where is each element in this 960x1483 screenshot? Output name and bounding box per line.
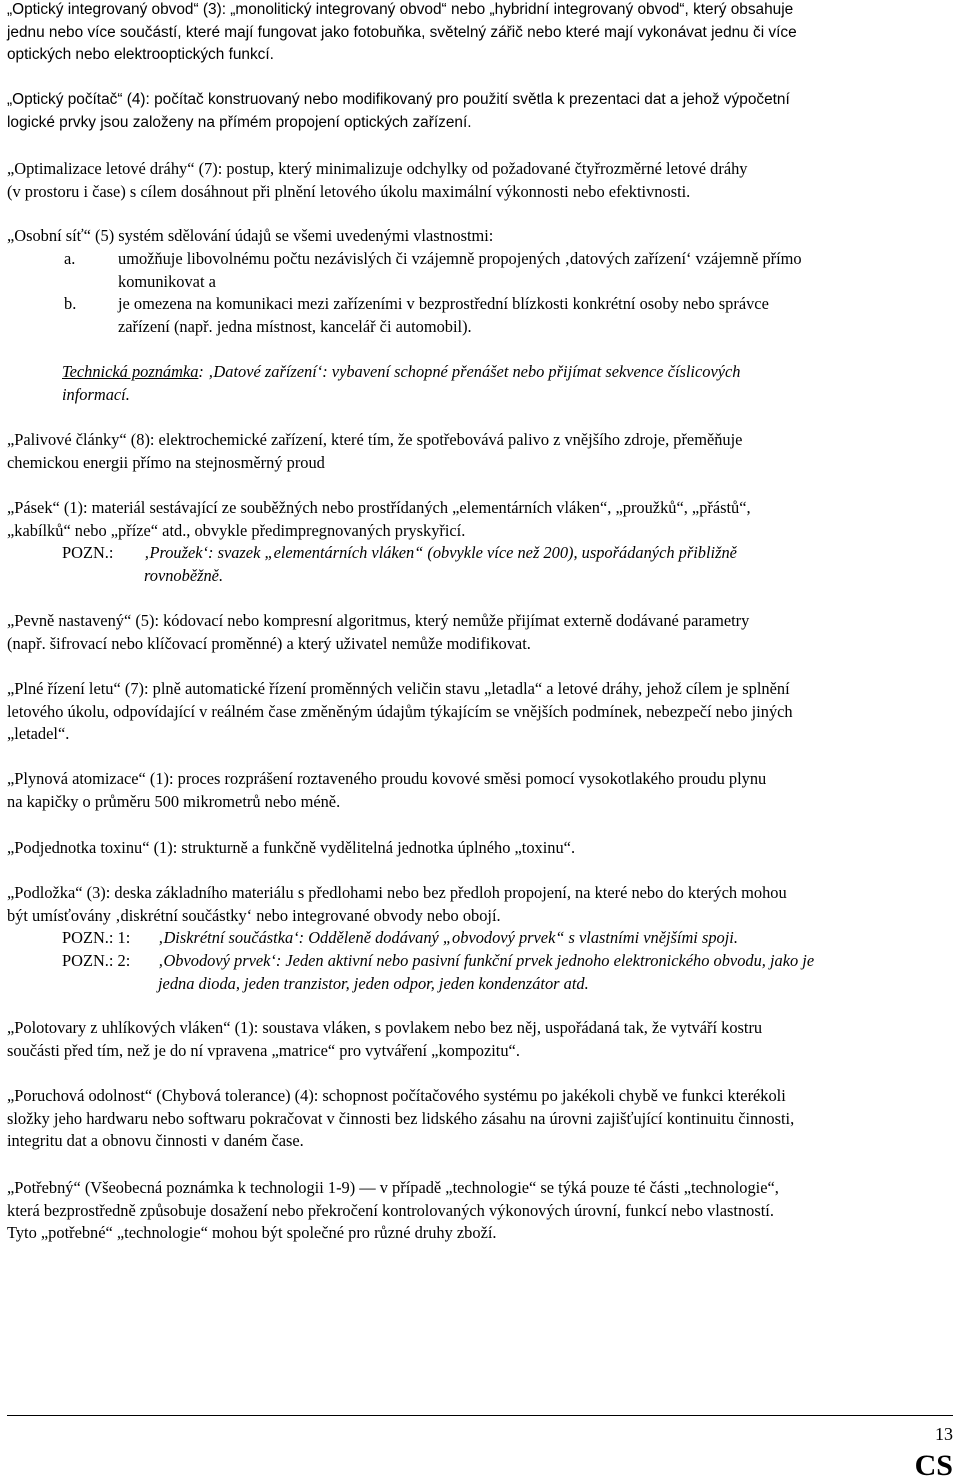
text-line: integritu dat a obnovu činnosti v daném čase. (7, 1131, 304, 1150)
definition-plynova-atomizace (7, 768, 953, 813)
text-line: logické prvky jsou založeny na přímém propojení optických zařízení. (7, 113, 472, 131)
footer-divider (7, 1415, 953, 1416)
definition-poruchova-odolnost (7, 1085, 953, 1153)
text-line: „Optimalizace letové dráhy“ (7): postup, který minimalizuje odchylky od požadované čtyřrozměrné letové dráhy (7, 159, 748, 178)
definition-palivove-clanky (7, 429, 953, 474)
text-line: „Polotovary z uhlíkových vláken“ (1): soustava vláken, s povlakem nebo bez něj, uspořádaná tak, že vytváří kostru (7, 1018, 763, 1037)
text-line: „letadel“. (7, 724, 70, 743)
text-line: „Pevně nastavený“ (5): kódovací nebo kompresní algoritmus, který nemůže přijímat externě dodávané parametry (7, 611, 750, 630)
text-line: být umísťovány ‚diskrétní součástky‘ nebo integrované obvody nebo obojí. (7, 905, 501, 925)
text-line: Tyto „potřebné“ „technologie“ mohou být společné pro různé druhy zboží. (7, 1223, 497, 1242)
text-line: optických nebo elektrooptických funkcí. (7, 46, 274, 63)
definition-opticky-pocitac (7, 89, 953, 134)
list-item-b (7, 293, 953, 338)
technical-note-label: Technická poznámka (62, 362, 199, 381)
page-number: 13 (935, 1424, 953, 1444)
note-label: POZN.: (62, 543, 114, 562)
definition-osobni-sit (7, 225, 953, 336)
note-pozn (7, 542, 953, 587)
definition-polotovary (7, 1017, 953, 1062)
list-text: umožňuje libovolnému počtu nezávislých či vzájemně propojených ‚datových zařízení‘ vzájemně přímo komunikovat a (118, 249, 802, 291)
note-label: POZN.: 1: (62, 928, 131, 947)
text-line: „kabílků“ nebo „příze“ atd., obvykle předimpregnovaných pryskyřicí. (7, 520, 466, 540)
text-line: „Pásek“ (1): materiál sestávající ze souběžných nebo prostřídaných „elementárních vláken“, „proužků“, „přástů“, (7, 498, 751, 517)
definition-podjednotka-toxinu (7, 837, 953, 860)
text-line: „Optický integrovaný obvod“ (3): „monolitický integrovaný obvod“ nebo „hybridní integrovaný obvod“, který obsahuje (7, 1, 794, 18)
text-line: „Optický počítač“ (4): počítač konstruovaný nebo modifikovaný pro použití světla k prezentaci dat a jehož výpočetní (7, 91, 790, 108)
note-label: POZN.: 2: (62, 951, 131, 970)
definition-pasek (7, 497, 953, 585)
definition-pevne-nastaveny (7, 610, 953, 655)
text-line: součásti před tím, než je do ní vpravena „matrice“ pro vytváření „kompozitu“. (7, 1040, 520, 1060)
note-text: ‚Proužek‘: svazek „elementárních vláken“ (obvykle více než 200), uspořádaných přibližně rovnoběžně. (144, 543, 737, 585)
note-pozn-2 (7, 950, 953, 995)
list-label: a. (64, 249, 76, 268)
list-item-a (7, 248, 953, 293)
list-label: b. (64, 294, 77, 313)
text-line: (v prostoru i čase) s cílem dosáhnout při plnění letového úkolu maximální výkonnosti nebo efektivnosti. (7, 181, 691, 201)
text-line: „Podjednotka toxinu“ (1): strukturně a funkčně vydělitelná jednotka úplného „toxinu“. (7, 838, 576, 857)
text-line: (např. šifrovací nebo klíčovací proměnné) a který uživatel nemůže modifikovat. (7, 633, 531, 653)
text-line: „Poruchová odolnost“ (Chybová tolerance) (4): schopnost počítačového systému po jakékoli chybě ve funkci kterékoli (7, 1086, 786, 1105)
definition-plne-rizeni-letu (7, 678, 953, 746)
text-line: „Palivové články“ (8): elektrochemické zařízení, které tím, že spotřebovává palivo z vnějšího zdroje, přeměňuje (7, 430, 743, 449)
definition-optimalizace-letove-drahy (7, 158, 953, 203)
text-line: složky jeho hardwaru nebo softwaru pokračovat v činnosti bez lidského zásahu na úrovni zajišťující kontinuitu činnosti, (7, 1108, 795, 1128)
list-text: je omezena na komunikaci mezi zařízeními v bezprostřední blízkosti konkrétní osoby nebo správce zařízení (např. jedna místnost, kancelář či automobil). (118, 294, 769, 336)
text-line: „Osobní síť“ (5) systém sdělování údajů se všemi uvedenými vlastnostmi: (7, 226, 494, 245)
text-line: na kapičky o průměru 500 mikrometrů nebo méně. (7, 791, 341, 811)
text-line: informací. (62, 384, 130, 404)
text-line: „Plné řízení letu“ (7): plně automatické řízení proměnných veličin stavu „letadla“ a letové dráhy, jehož cílem je splnění (7, 679, 790, 698)
definition-opticky-integrovany-obvod (7, 0, 953, 67)
text-line: chemickou energii přímo na stejnosměrný proud (7, 452, 325, 472)
note-text: ‚Obvodový prvek‘: Jeden aktivní nebo pasivní funkční prvek jednoho elektronického obvodu, jako je jedna dioda, jeden tranzistor, jeden odpor, jeden kondenzátor atd. (158, 951, 815, 993)
note-text: ‚Diskrétní součástka‘: Odděleně dodávaný „obvodový prvek“ s vlastními vnějšími spoji. (158, 928, 738, 947)
definition-potrebny (7, 1177, 953, 1245)
text-line: „Podložka“ (3): deska základního materiálu s předlohami nebo bez předloh propojení, na které nebo do kterých mohou (7, 883, 787, 902)
note-pozn-1 (7, 927, 953, 950)
text-line: jednu nebo více součástí, které mají fungovat jako fotobuňka, světelný zářič nebo které mají vykonávat jednu či více (7, 23, 797, 41)
definition-podlozka (7, 882, 953, 993)
text-line: letového úkolu, odpovídající v reálném čase změněným údajům týkajícím se vnějších podmínek, nebezpečí nebo jiných (7, 701, 793, 721)
technical-note: Technická poznámka: ‚Datové zařízení‘: vybavení schopné přenášet nebo přijímat sekvence číslicových informací. (62, 361, 952, 406)
text-line: která bezprostředně způsobuje dosažení nebo překročení kontrolovaných výkonových úrovní, funkcí nebo vlastností. (7, 1200, 774, 1220)
text-line: „Potřebný“ (Všeobecná poznámka k technologii 1-9) — v případě „technologie“ se týká pouze té části „technologie“, (7, 1178, 779, 1197)
text-line: „Plynová atomizace“ (1): proces rozprášení roztaveného proudu kovové směsi pomocí vysokotlakého proudu plynu (7, 769, 767, 788)
language-code: CS (914, 1449, 953, 1482)
